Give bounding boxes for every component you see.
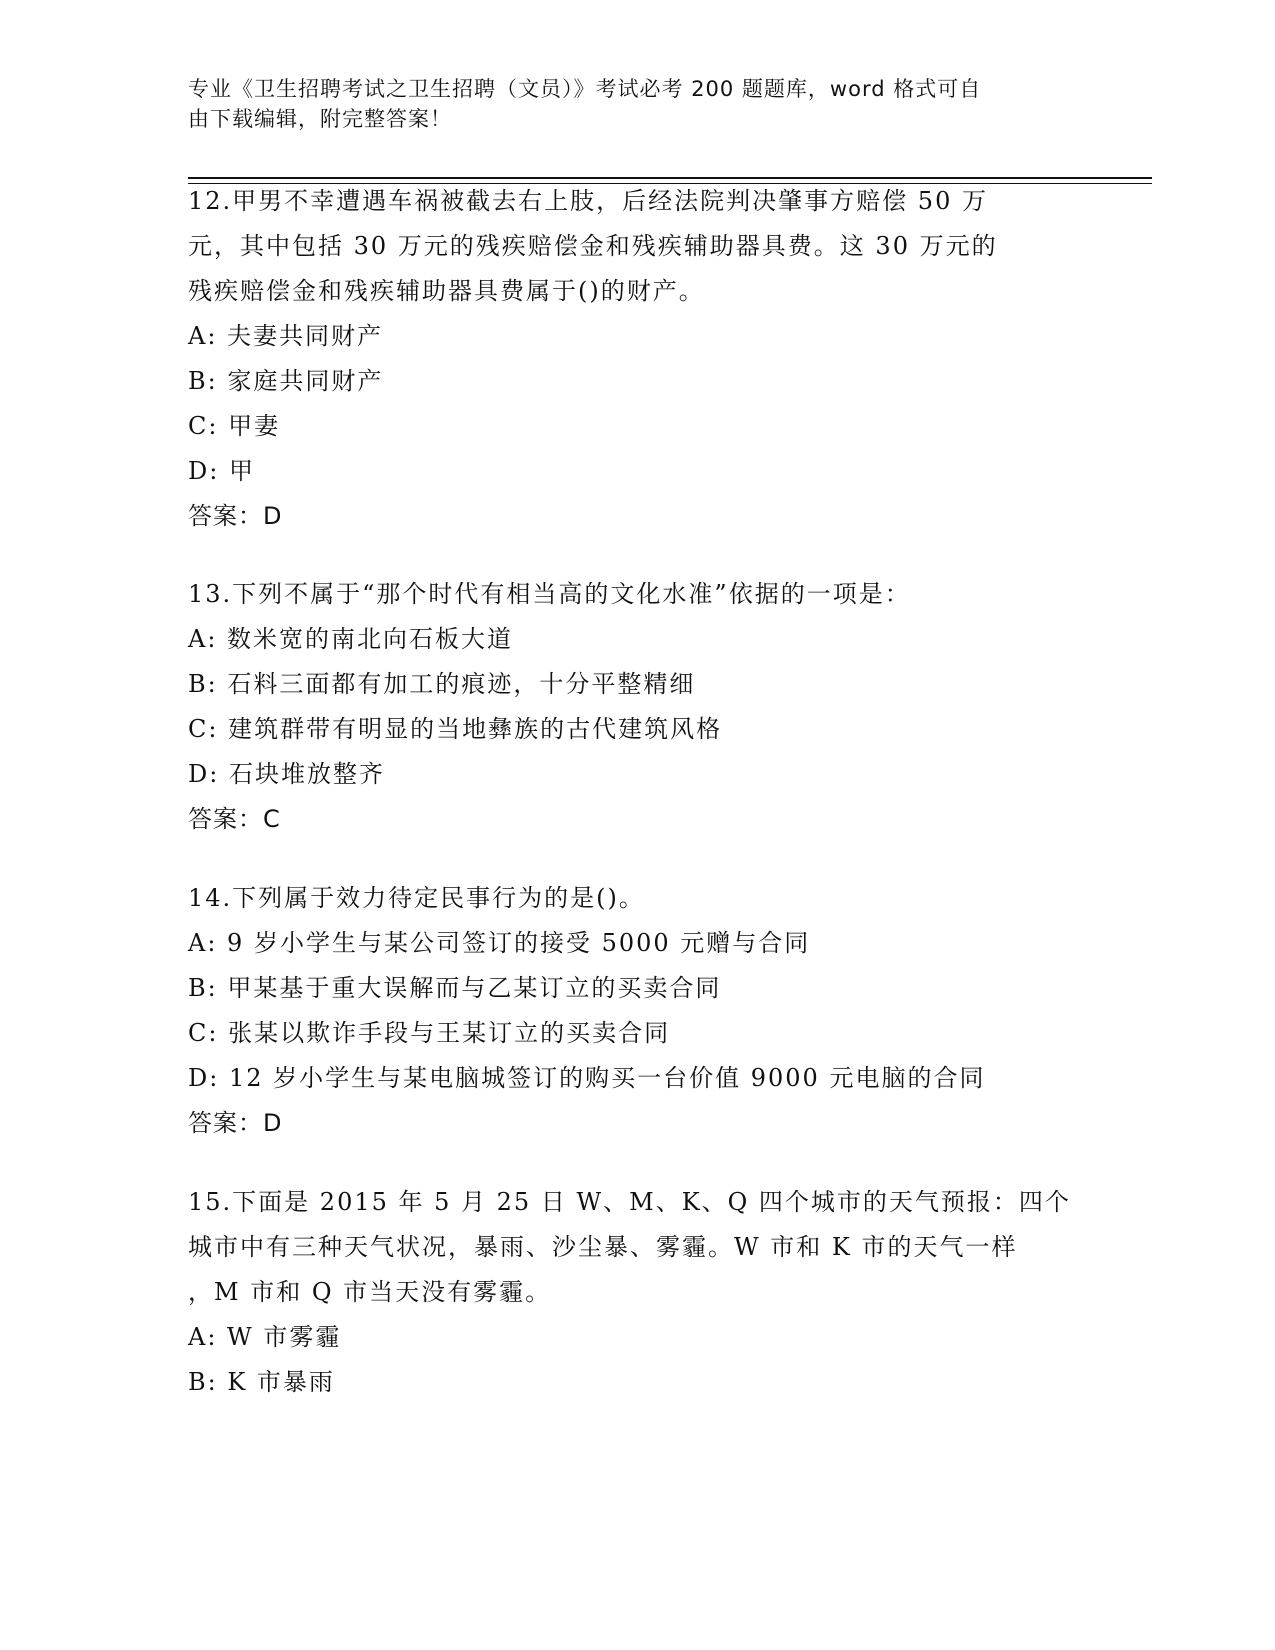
question-15 <box>188 1180 1088 1405</box>
question-13-option-c: C: 建筑群带有明显的当地彝族的古代建筑风格 <box>188 715 723 743</box>
document-header <box>188 74 1078 134</box>
question-13-option-b: B: 石料三面都有加工的痕迹，十分平整精细 <box>188 670 696 698</box>
question-12-line-3: 残疾赔偿金和残疾辅助器具费属于()的财产。 <box>188 277 705 305</box>
question-14-option-a: A: 9 岁小学生与某公司签订的接受 5000 元赠与合同 <box>188 929 811 957</box>
question-14-option-c: C: 张某以欺诈手段与王某订立的买卖合同 <box>188 1019 671 1047</box>
question-14-line-1: 14.下列属于效力待定民事行为的是()。 <box>188 884 645 912</box>
question-12-option-c: C: 甲妻 <box>188 412 281 440</box>
question-14-option-d: D: 12 岁小学生与某电脑城签订的购买一台价值 9000 元电脑的合同 <box>188 1064 986 1092</box>
question-12-line-1: 12.甲男不幸遭遇车祸被截去右上肢，后经法院判决肇事方赔偿 50 万 <box>188 187 988 215</box>
question-12 <box>188 179 1088 539</box>
question-13 <box>188 572 1088 842</box>
question-15-option-b: B: K 市暴雨 <box>188 1368 335 1396</box>
question-15-line-1: 15.下面是 2015 年 5 月 25 日 W、M、K、Q 四个城市的天气预报：四个 <box>188 1188 1071 1216</box>
question-15-option-a: A: W 市雾霾 <box>188 1323 342 1351</box>
question-12-line-2: 元，其中包括 30 万元的残疾赔偿金和残疾辅助器具费。这 30 万元的 <box>188 232 998 260</box>
question-14-answer: 答案：D <box>188 1109 283 1137</box>
question-15-line-2: 城市中有三种天气状况，暴雨、沙尘暴、雾霾。W 市和 K 市的天气一样 <box>188 1233 1018 1261</box>
header-line-2: 由下载编辑，附完整答案！ <box>188 107 452 131</box>
question-12-option-b: B: 家庭共同财产 <box>188 367 384 395</box>
question-13-line-1: 13.下列不属于“那个时代有相当高的文化水准”依据的一项是： <box>188 580 911 608</box>
question-14 <box>188 876 1088 1146</box>
question-13-option-d: D: 石块堆放整齐 <box>188 760 385 788</box>
question-12-option-a: A: 夫妻共同财产 <box>188 322 384 350</box>
header-line-1: 专业《卫生招聘考试之卫生招聘（文员）》考试必考 200 题题库，word 格式可自 <box>188 77 982 101</box>
question-14-option-b: B: 甲某基于重大误解而与乙某订立的买卖合同 <box>188 974 722 1002</box>
question-13-answer: 答案：C <box>188 805 281 833</box>
question-12-answer: 答案：D <box>188 502 283 530</box>
question-13-option-a: A: 数米宽的南北向石板大道 <box>188 625 514 653</box>
question-12-option-d: D: 甲 <box>188 457 255 485</box>
question-15-line-3: ，M 市和 Q 市当天没有雾霾。 <box>188 1278 552 1306</box>
